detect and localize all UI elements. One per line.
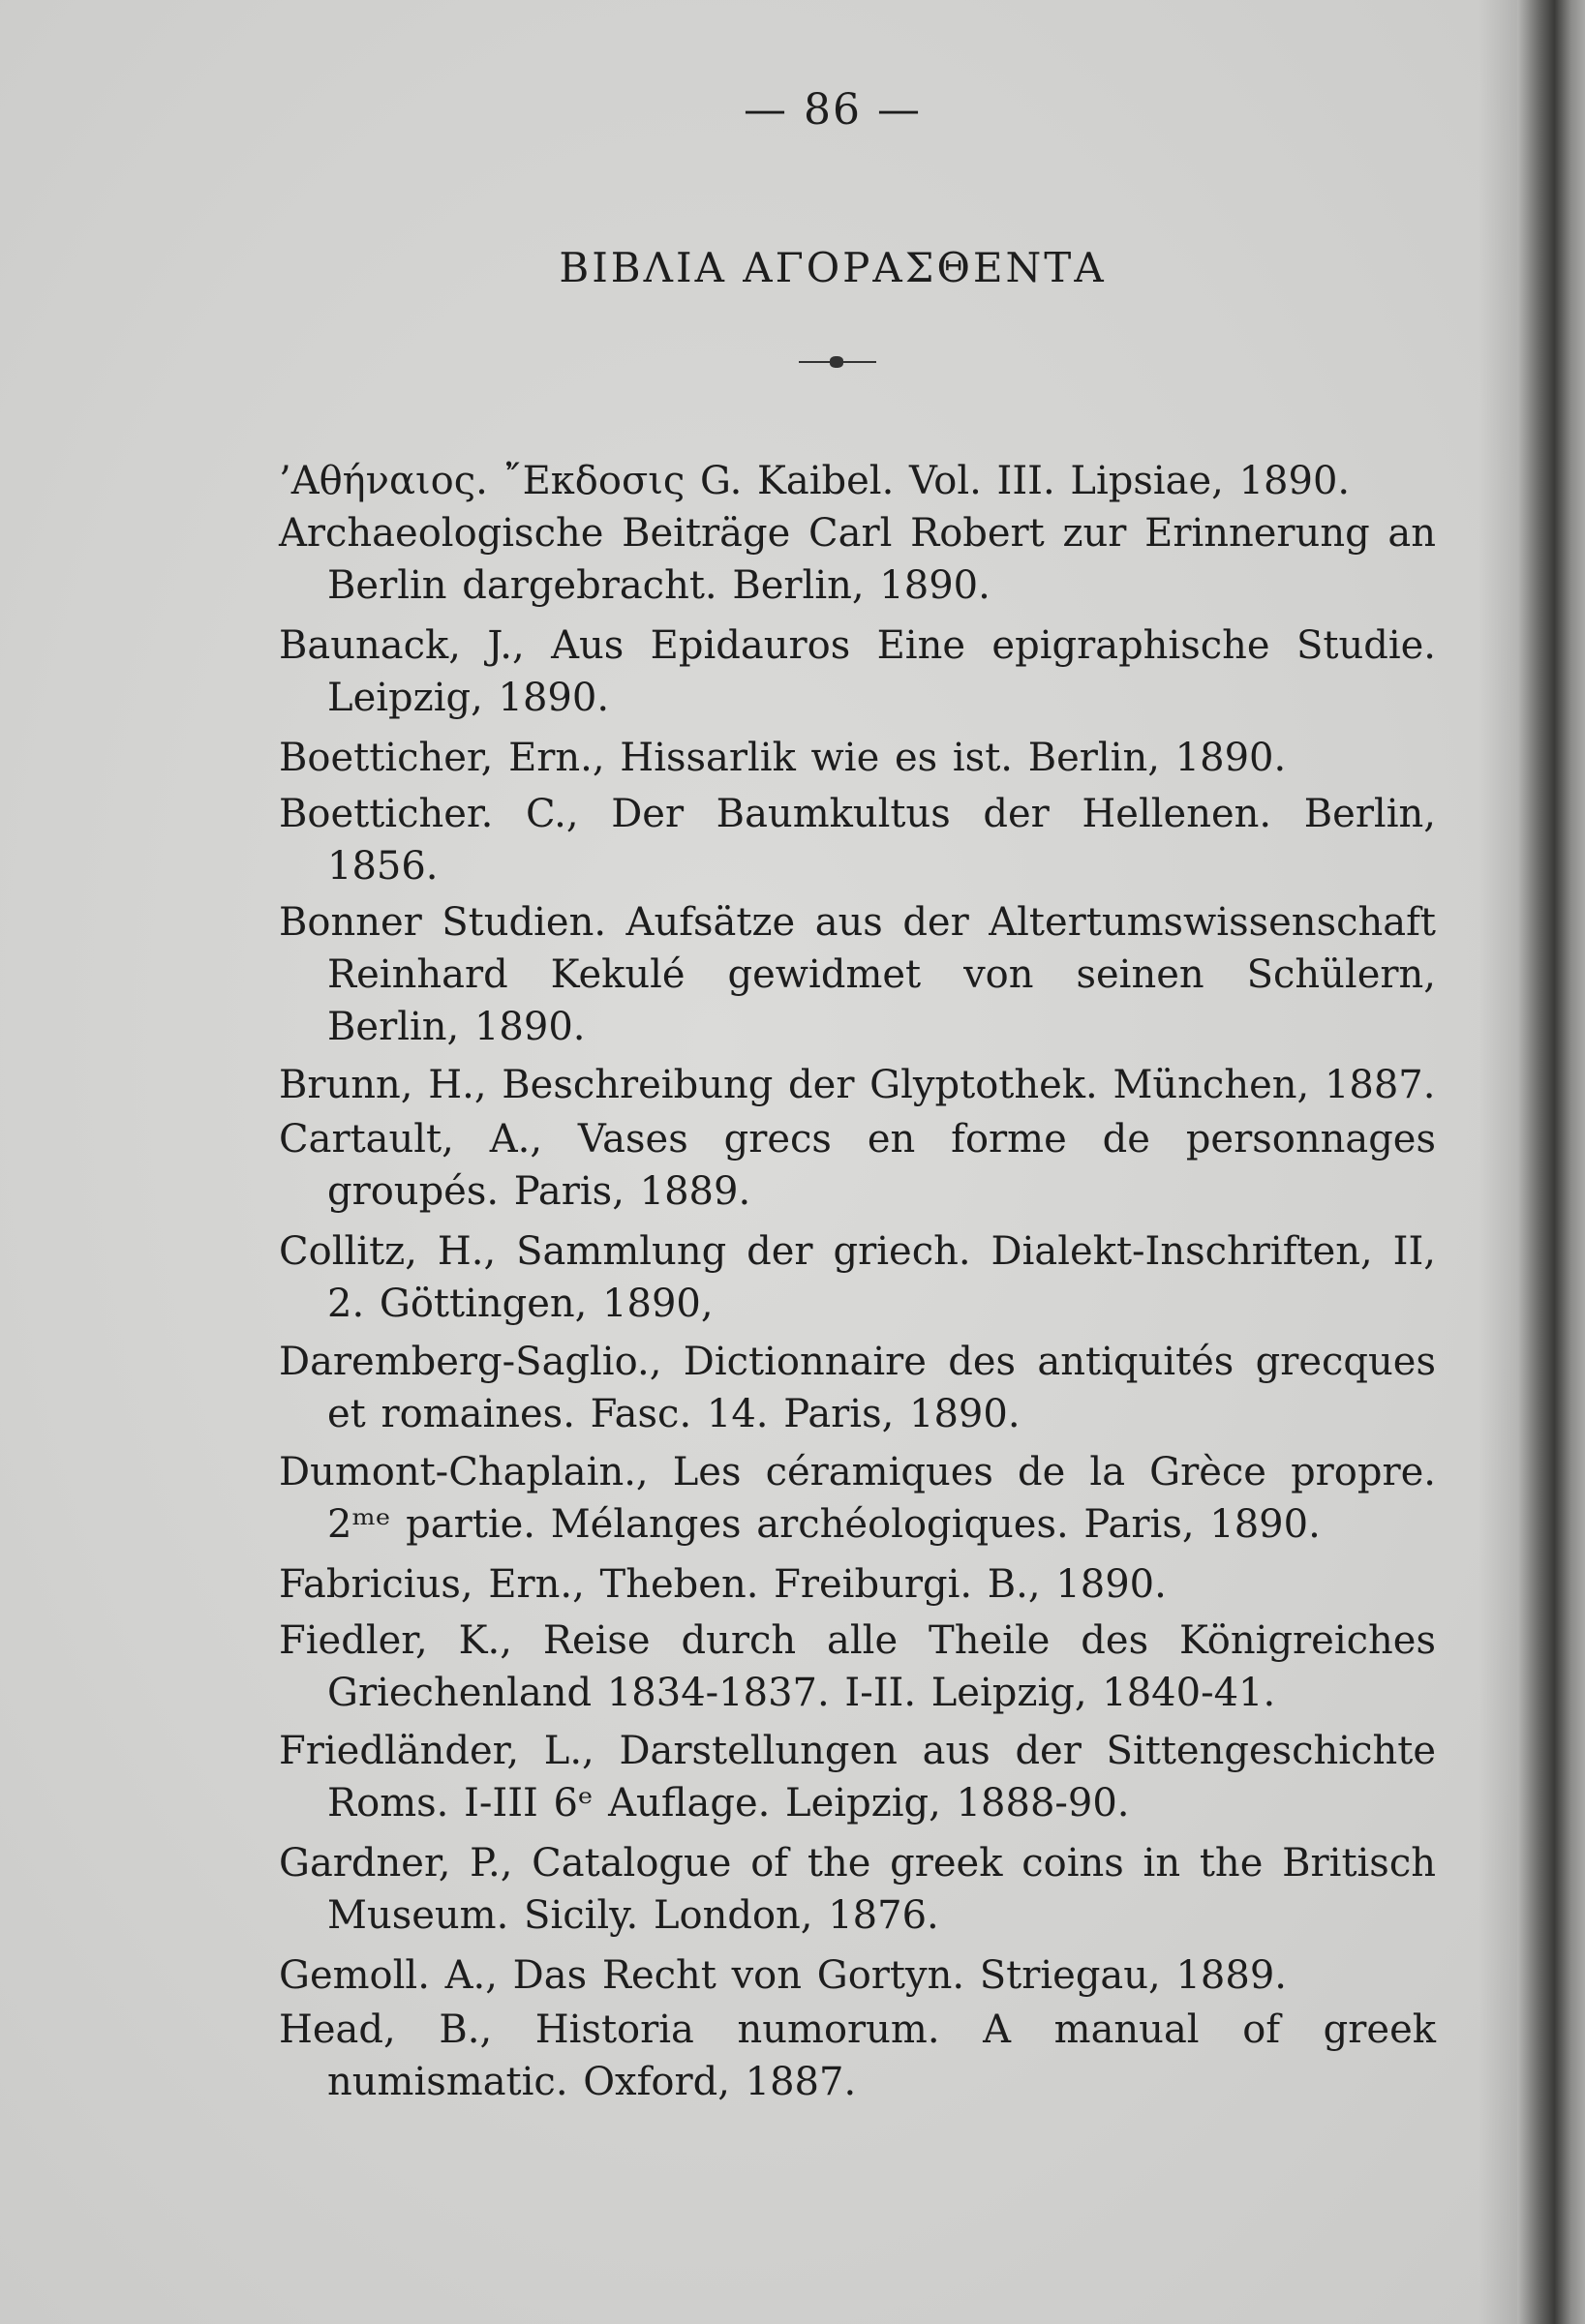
- bibliography-entry: Fiedler, K., Reise durch alle Theile des Königreiches Griechenland 1834-1837. I-II. Leipzig, 1840-41.: [279, 1618, 1436, 1715]
- bibliography-entry: Cartault, A., Vases grecs en forme de personnages groupés. Paris, 1889.: [279, 1117, 1436, 1214]
- bibliography-entry: ’Αθήναιος. ῎Εκδοσις G. Kaibel. Vol. III. Lipsiae, 1890.: [279, 459, 1351, 503]
- bibliography-entry: Boetticher. C., Der Baumkultus der Hellenen. Berlin, 1856.: [279, 792, 1436, 889]
- bibliography-entry: Daremberg-Saglio., Dictionnaire des antiquités grecques et romaines. Fasc. 14. Paris, 1890.: [279, 1340, 1436, 1436]
- bibliography-entry: Collitz, H., Sammlung der griech. Dialekt-Inschriften, II, 2. Göttingen, 1890,: [279, 1229, 1436, 1326]
- bibliography-entry: Brunn, H., Beschreibung der Glyptothek. München, 1887.: [279, 1063, 1436, 1107]
- bibliography-entry: Fabricius, Ern., Theben. Freiburgi. B., 1890.: [279, 1562, 1167, 1607]
- bibliography-entry: Archaeologische Beiträge Carl Robert zur Erinnerung an Berlin dargebracht. Berlin, 1890.: [279, 511, 1436, 608]
- bibliography-entry: Baunack, J., Aus Epidauros Eine epigraphische Studie. Leipzig, 1890.: [279, 623, 1436, 720]
- section-heading: ΒΙΒΛΙΑ ΑΓΟΡΑΣΘΕΝΤΑ: [559, 244, 1107, 291]
- bibliography-entry: Boetticher, Ern., Hissarlik wie es ist. Berlin, 1890.: [279, 736, 1287, 780]
- heading-ornament-divider: [789, 356, 886, 368]
- bibliography-entry: Dumont-Chaplain., Les céramiques de la Grèce propre. 2ᵐᵉ partie. Mélanges archéologiques. Paris, 1890.: [279, 1450, 1436, 1547]
- page-gutter-shadow: [1478, 0, 1517, 2324]
- book-binding-edge: [1517, 0, 1585, 2324]
- page-number: — 86 —: [744, 85, 922, 135]
- bibliography-entry: Gemoll. A., Das Recht von Gortyn. Striegau, 1889.: [279, 1953, 1287, 1998]
- bibliography-entry: Friedländer, L., Darstellungen aus der Sittengeschichte Roms. I-III 6ᵉ Auflage. Leipzig, 1888-90.: [279, 1729, 1436, 1826]
- bibliography-entry: Head, B., Historia numorum. A manual of greek numismatic. Oxford, 1887.: [279, 2007, 1436, 2104]
- bibliography-entry: Gardner, P., Catalogue of the greek coins in the Britisch Museum. Sicily. London, 1876.: [279, 1841, 1436, 1938]
- bibliography-entry: Bonner Studien. Aufsätze aus der Altertumswissenschaft Reinhard Kekulé gewidmet von seinen Schülern, Berlin, 1890.: [279, 900, 1436, 1049]
